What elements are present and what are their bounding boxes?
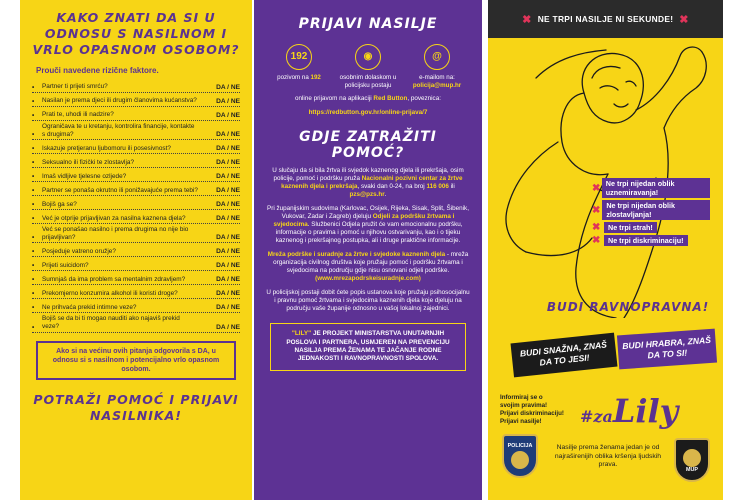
question-text: Imaš vidljive tjelesne ozljede?	[42, 172, 127, 180]
question-row	[32, 271, 240, 285]
contact-options	[266, 44, 470, 89]
report-title: PRIJAVI NASILJE	[298, 16, 438, 32]
info-line: Prijavi nasilje!	[500, 418, 542, 425]
yes-no-answer[interactable]: DA / NE	[216, 262, 240, 270]
report-panel	[254, 0, 482, 500]
slogan-item	[592, 200, 710, 220]
help-paragraph-2	[266, 205, 470, 245]
question-row	[32, 257, 240, 271]
checklist-panel	[20, 0, 252, 500]
bullet-icon: •	[32, 131, 35, 139]
question-row	[32, 79, 240, 93]
help-p1-mid: , svaki dan 0-24, na broj	[357, 183, 427, 191]
phone-icon: 192	[286, 44, 312, 70]
question-row	[32, 299, 240, 313]
question-text: Partner se ponaša okrutno ili ponižavajuće prema tebi?	[42, 186, 198, 194]
question-text: Iskazuje pretjeranu ljubomoru ili posesivnost?	[42, 144, 171, 152]
help-p1-post: .	[384, 191, 387, 199]
contact-pre: pozivom na	[277, 74, 311, 81]
app-pre: online prijavom na aplikaciji	[295, 95, 374, 103]
yes-no-answer[interactable]: DA / NE	[216, 187, 240, 195]
bullet-icon: •	[32, 215, 35, 223]
lily-name: "LILY"	[291, 330, 312, 338]
question-text: Već je otprije prijavljivan za nasilna kaznena djela?	[42, 214, 186, 222]
question-row	[32, 210, 240, 224]
question-text: Već se ponašao nasilno i prema drugima no nije bio prijavljivan?	[42, 226, 189, 241]
info-line: svojim pravima!	[500, 402, 548, 409]
question-text: Posjeduje vatreno oružje?	[42, 247, 116, 255]
strong-slogan-box: BUDI SNAŽNA, ZNAŠ DA TO JESI!	[511, 333, 618, 378]
question-row	[32, 168, 240, 182]
app-post: , poveznica:	[407, 95, 441, 103]
yes-no-answer[interactable]: DA / NE	[216, 276, 240, 284]
x-mark-icon: ✖	[592, 222, 601, 233]
question-row	[32, 93, 240, 107]
x-mark-icon: ✖	[679, 13, 689, 26]
bullet-icon: •	[32, 323, 35, 331]
yes-no-answer[interactable]: DA / NE	[216, 145, 240, 153]
contact-text	[404, 74, 470, 89]
campaign-banner	[488, 0, 723, 38]
question-text: Bojiš se da bi ti mogao nauditi ako najaviš prekid veze?	[42, 315, 180, 330]
yes-no-answer[interactable]: DA / NE	[216, 201, 240, 209]
person-icon: ◉	[355, 44, 381, 70]
help-email[interactable]: pzs@pzs.hr	[349, 191, 385, 199]
question-row	[32, 121, 240, 140]
yes-no-answer[interactable]: DA / NE	[216, 173, 240, 181]
x-mark-icon: ✖	[592, 235, 601, 246]
risk-questions-list	[32, 79, 240, 333]
app-link-paragraph	[266, 109, 470, 117]
bullet-icon: •	[32, 248, 35, 256]
mail-icon: @	[424, 44, 450, 70]
help-title: GDJE ZATRAŽITI POMOĆ?	[299, 129, 437, 162]
lily-project-box	[270, 323, 466, 371]
help-paragraph-4: U policijskoj postaji dobit ćete popis ustanova koje pružaju psihosocijalnu i pravnu pomoć žrtvama i svjedocima kaznenih djela koje djeluju na području vaše županije odnosno u vašoj lokalnoj zajednici.	[266, 289, 470, 313]
question-row	[32, 182, 240, 196]
bullet-icon: •	[32, 187, 35, 195]
slogan-text: Ne trpi nijedan oblik zlostavljanja!	[602, 200, 710, 220]
help-paragraph-1	[266, 167, 470, 199]
yes-no-answer[interactable]: DA / NE	[216, 248, 240, 256]
app-name: Red Button	[373, 95, 408, 103]
slogan-list	[592, 178, 710, 248]
question-row	[32, 243, 240, 257]
yes-no-answer[interactable]: DA / NE	[216, 98, 240, 105]
info-list	[500, 394, 564, 426]
question-row	[32, 196, 240, 210]
police-badge-icon	[502, 434, 538, 478]
yes-no-answer[interactable]: DA / NE	[216, 131, 240, 139]
question-text: Prati te, uhodi ili nadzire?	[42, 111, 114, 119]
emblem-icon	[511, 451, 529, 469]
contact-option	[335, 44, 401, 89]
bullet-icon: •	[32, 145, 35, 153]
contact-text	[266, 74, 332, 82]
mup-logo-label: MUP	[686, 467, 698, 473]
question-text: Bojiš ga se?	[42, 200, 77, 208]
bullet-icon: •	[32, 290, 35, 298]
app-link[interactable]: https://redbutton.gov.hr/online-prijava/7	[308, 109, 428, 117]
question-row	[32, 140, 240, 154]
contact-text	[335, 74, 401, 89]
help-p3-post: - mreža organizacija civilnog društva koje pružaju pomoć i podršku žrtvama i svjedocima na području gdje nisu osnovani odjeli podrške.	[273, 251, 469, 275]
yes-no-answer[interactable]: DA / NE	[216, 234, 240, 242]
yes-no-answer[interactable]: DA / NE	[216, 304, 240, 312]
bullet-icon: •	[32, 84, 35, 91]
question-row	[32, 107, 240, 121]
bullet-icon: •	[32, 304, 35, 312]
national-center-name: Nacionalni pozivni centar za žrtve kaznenih djela i prekršaja	[281, 175, 463, 191]
brave-slogan-box: BUDI HRABRA, ZNAŠ DA TO SI!	[617, 329, 717, 370]
question-text: Partner ti prijeti smrću?	[42, 83, 108, 91]
question-text: Sumnjaš da ima problem sa mentalnim zdravljem?	[42, 275, 186, 283]
banner-text: NE TRPI NASILJE NI SEKUNDE!	[537, 14, 674, 24]
question-text: Ograničava te u kretanju, kontrolira financije, kontakte s drugima?	[42, 123, 195, 138]
question-row	[32, 224, 240, 243]
yes-no-answer[interactable]: DA / NE	[216, 112, 240, 119]
help-p2-post: . Službenici Odjela pružit će vam emocionalnu podršku, informacije o pravima i pomoć u njihovu ostvarivanju, kao i o tijeku kaznenog i prekršajnog postupka, ali i druge praktične informacije.	[275, 221, 463, 245]
slogan-text: Ne trpi nijedan oblik uznemiravanja!	[602, 178, 710, 198]
yes-no-answer[interactable]: DA / NE	[216, 215, 240, 223]
question-text: Nasilan je prema djeci ili drugim članovima kućanstva?	[42, 97, 197, 105]
contact-highlight[interactable]: policija@mup.hr	[412, 81, 462, 89]
bullet-icon: •	[32, 201, 35, 209]
contact-option	[404, 44, 470, 89]
x-mark-icon: ✖	[592, 204, 601, 216]
help-p1-mid2: ili	[448, 183, 455, 191]
help-paragraph-3	[266, 251, 470, 283]
support-network-link[interactable]: (www.mrezapodrskeisuradnje.com)	[315, 275, 421, 283]
yes-no-answer[interactable]: DA / NE	[216, 323, 240, 331]
x-mark-icon: ✖	[522, 13, 532, 26]
equality-slogan: BUDI RAVNOPRAVNA!	[546, 300, 710, 314]
slogan-item	[592, 178, 710, 198]
contact-option	[266, 44, 332, 89]
question-text: Prekomjerno konzumira alkohol ili koristi droge?	[42, 289, 178, 297]
seek-help-title: POTRAŽI POMOĆ I PRIJAVI NASILNIKA!	[33, 391, 239, 423]
bullet-icon: •	[32, 112, 35, 119]
campaign-panel	[488, 0, 723, 500]
question-text: Ne prihvaća prekid intimne veze?	[42, 303, 137, 311]
contact-pre: e-mailom na:	[419, 74, 455, 81]
bullet-icon: •	[32, 276, 35, 284]
contact-pre: osobnim dolaskom u policijsku postaju	[339, 74, 397, 89]
mup-logo-icon	[674, 438, 710, 482]
rights-footnote: Nasilje prema ženama jedan je od najraširenijih oblika kršenja ljudskih prava.	[554, 444, 662, 469]
question-text: Prijeti suicidom?	[42, 261, 89, 269]
slogan-item	[592, 235, 710, 246]
help-phone-number: 116 006	[426, 183, 449, 191]
hashtag-name: Lily	[612, 392, 679, 430]
question-row	[32, 154, 240, 168]
lily-description: JE PROJEKT MINISTARSTVA UNUTARNJIH POSLOVA I PARTNERA, USMJEREN NA PREVENCIJU NASILJA PREMA ŽENAMA TE JAČANJE RODNE JEDNAKOSTI I RAVNOPRAVNOSTI SPOLOVA.	[286, 330, 450, 363]
x-mark-icon: ✖	[592, 182, 601, 194]
info-line: Informiraj se o	[500, 394, 543, 401]
yes-no-answer[interactable]: DA / NE	[216, 290, 240, 298]
yes-no-answer[interactable]: DA / NE	[216, 84, 240, 91]
question-text: Seksualno ili fizički te zlostavlja?	[42, 158, 134, 166]
yes-no-answer[interactable]: DA / NE	[216, 159, 240, 167]
question-row	[32, 313, 240, 332]
result-box: Ako si na većinu ovih pitanja odgovorila s DA, u odnosu si s nasilnom i potencijalno vrlo opasnom osobom.	[36, 341, 236, 380]
bullet-icon: •	[32, 98, 35, 105]
hashtag-prefix: #za	[580, 407, 613, 426]
help-p1-pre: U slučaju da si bila žrtva ili svjedok kaznenog djela ili prekršaja, osim policije, pomoć i podršku pruža	[272, 167, 464, 183]
slogan-text: Ne trpi strah!	[604, 222, 657, 233]
support-departments-name: Odjeli za podršku žrtvama i svjedocima	[273, 213, 455, 229]
question-row	[32, 285, 240, 299]
emblem-icon	[683, 449, 701, 467]
bullet-icon: •	[32, 234, 35, 242]
campaign-hashtag	[580, 392, 678, 430]
contact-highlight[interactable]: 192	[310, 74, 321, 81]
bullet-icon: •	[32, 159, 35, 167]
info-line: Prijavi diskriminaciju!	[500, 410, 564, 417]
bullet-icon: •	[32, 262, 35, 270]
police-badge-label: POLICIJA	[507, 443, 533, 449]
support-network-name: Mreža podrške i suradnje za žrtve i svjedoke kaznenih djela	[267, 251, 446, 259]
bullet-icon: •	[32, 173, 35, 181]
help-p2-pre: Pri županijskim sudovima (Karlovac, Osijek, Rijeka, Sisak, Split, Šibenik, Vukovar, Zadar i Zagreb) djeluju	[267, 205, 469, 221]
slogan-text: Ne trpi diskriminaciju!	[604, 235, 688, 246]
checklist-instruction: Prouči navedene rizične faktore.	[36, 66, 159, 75]
checklist-title: KAKO ZNATI DA SI U ODNOSU S NASILNOM I VRLO OPASNOM OSOBOM?	[32, 10, 240, 57]
app-paragraph	[266, 95, 470, 103]
slogan-item	[592, 222, 710, 233]
